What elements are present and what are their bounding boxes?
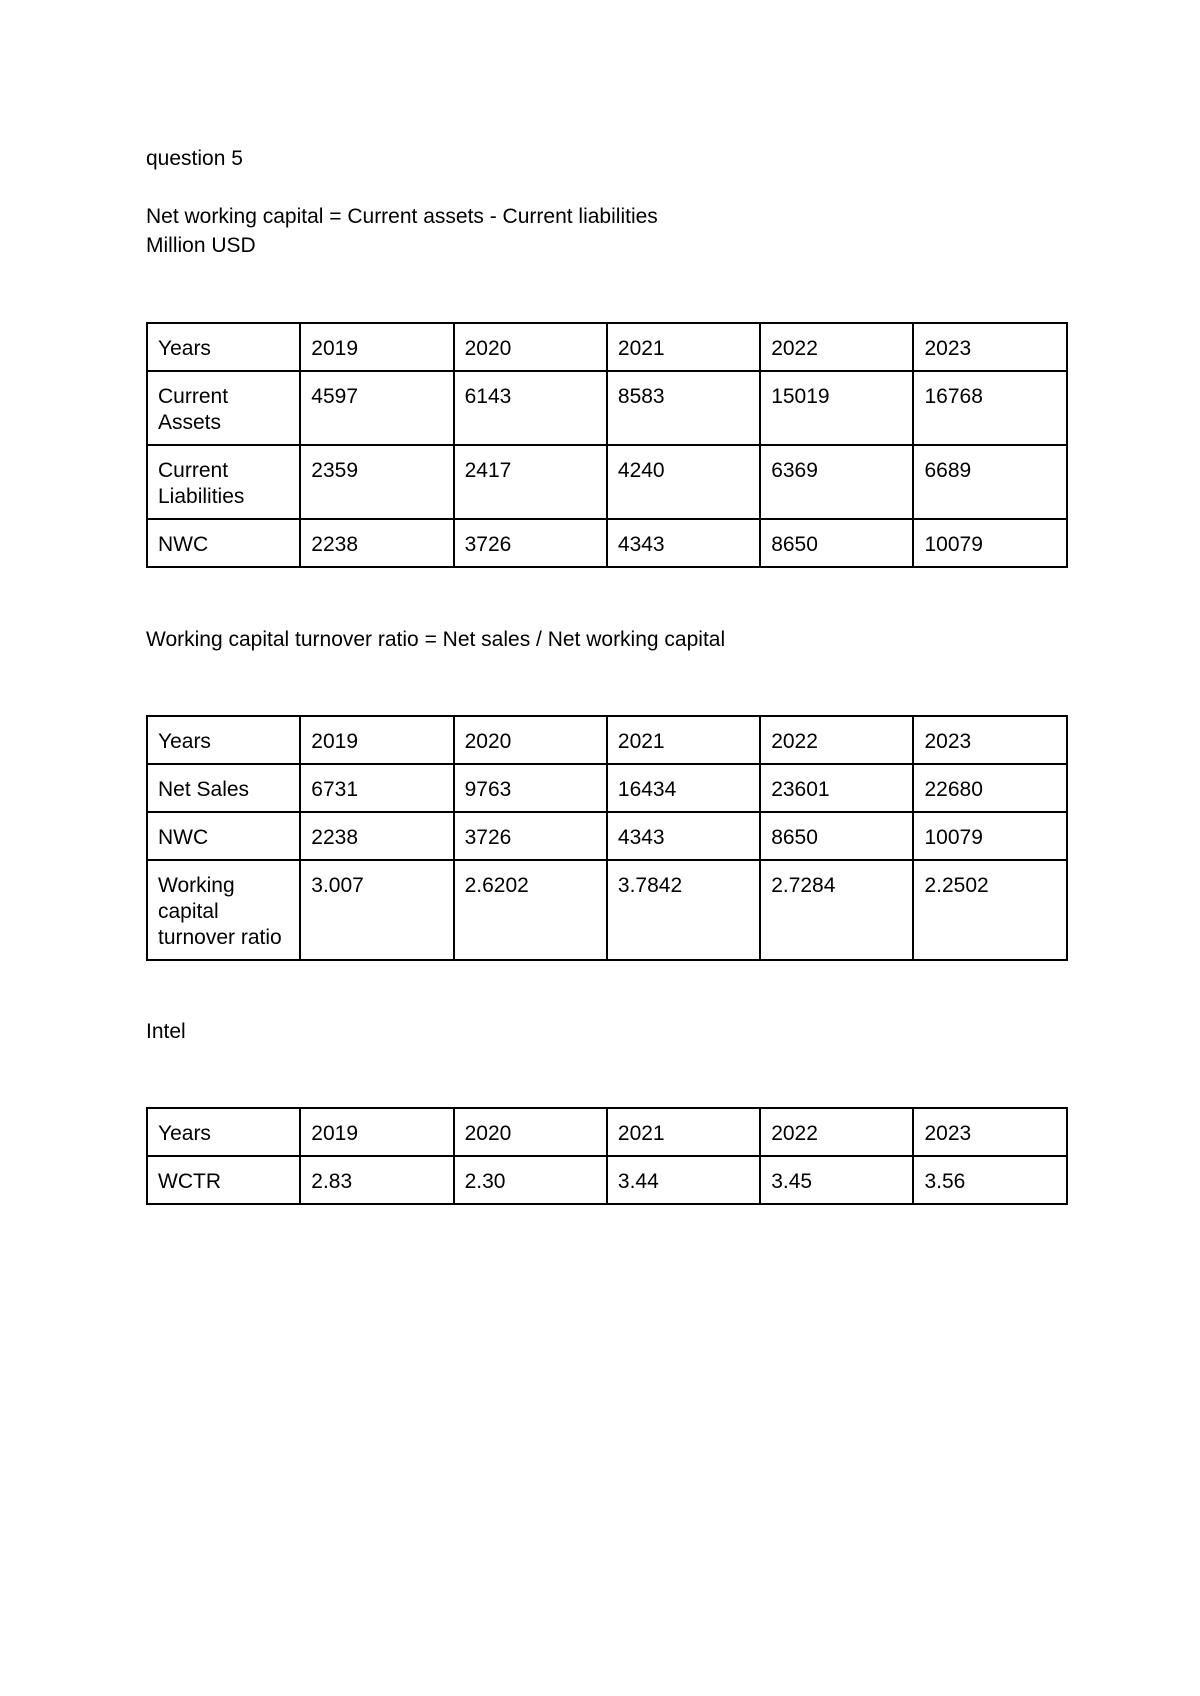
table-cell: 2.2502 [913,860,1066,960]
table-cell: 4240 [607,445,760,519]
nwc-table [146,322,1068,568]
table-cell: 15019 [760,371,913,445]
table-cell: 2019 [300,323,453,371]
table-cell: 3.45 [760,1156,913,1204]
table-cell: 2417 [454,445,607,519]
table-header-row [147,323,1067,371]
table-cell: 2022 [760,716,913,764]
wctr-formula: Working capital turnover ratio = Net sales / Net working capital [146,628,726,651]
table-cell: Years [147,323,300,371]
table-cell: 8650 [760,519,913,567]
table-cell: 2238 [300,519,453,567]
table-header-row [147,1108,1067,1156]
table-cell: 2020 [454,716,607,764]
table-cell: 2019 [300,716,453,764]
units-label: Million USD [146,234,256,257]
table-cell: 2021 [607,716,760,764]
table-cell: 6143 [454,371,607,445]
row-label: Net Sales [147,764,300,812]
table-row [147,371,1067,445]
table-cell: 23601 [760,764,913,812]
table-cell: 3.007 [300,860,453,960]
table-cell: 2.83 [300,1156,453,1204]
table-cell: 2023 [913,716,1066,764]
table-cell: 8583 [607,371,760,445]
table-row [147,764,1067,812]
table-cell: 2238 [300,812,453,860]
table-cell: 16434 [607,764,760,812]
table-cell: 4597 [300,371,453,445]
table-cell: 6731 [300,764,453,812]
row-label: NWC [147,812,300,860]
table-cell: 2021 [607,323,760,371]
table-cell: 3.7842 [607,860,760,960]
table-cell: 10079 [913,519,1066,567]
row-label: WCTR [147,1156,300,1204]
question-heading: question 5 [146,147,243,170]
table-cell: 3.44 [607,1156,760,1204]
table-cell: 2022 [760,1108,913,1156]
table-cell: 2021 [607,1108,760,1156]
table-cell: 2020 [454,323,607,371]
table-header-row [147,716,1067,764]
document-page [146,0,1066,1696]
table-cell: 3726 [454,812,607,860]
table-cell: 2023 [913,323,1066,371]
table-cell: 4343 [607,519,760,567]
table-cell: 2.30 [454,1156,607,1204]
table-cell: 2022 [760,323,913,371]
table-row [147,860,1067,960]
table-cell: Years [147,716,300,764]
table-row [147,1156,1067,1204]
table-cell: 2.6202 [454,860,607,960]
table-cell: 2023 [913,1108,1066,1156]
table-cell: 8650 [760,812,913,860]
table-cell: 2019 [300,1108,453,1156]
table-cell: 2020 [454,1108,607,1156]
row-label: Current Liabilities [147,445,300,519]
table-cell: 3.56 [913,1156,1066,1204]
table-cell: 6369 [760,445,913,519]
table-cell: Years [147,1108,300,1156]
table-cell: 2359 [300,445,453,519]
table-cell: 10079 [913,812,1066,860]
nwc-formula: Net working capital = Current assets - Current liabilities [146,205,658,228]
wctr-table [146,715,1068,961]
intel-wctr-table [146,1107,1068,1205]
table-cell: 4343 [607,812,760,860]
table-cell: 3726 [454,519,607,567]
table-cell: 6689 [913,445,1066,519]
row-label: Working capital turnover ratio [147,860,300,960]
table-row [147,812,1067,860]
row-label: NWC [147,519,300,567]
intel-label: Intel [146,1020,186,1043]
table-row [147,445,1067,519]
table-cell: 22680 [913,764,1066,812]
row-label: Current Assets [147,371,300,445]
table-row [147,519,1067,567]
table-cell: 16768 [913,371,1066,445]
table-cell: 9763 [454,764,607,812]
table-cell: 2.7284 [760,860,913,960]
